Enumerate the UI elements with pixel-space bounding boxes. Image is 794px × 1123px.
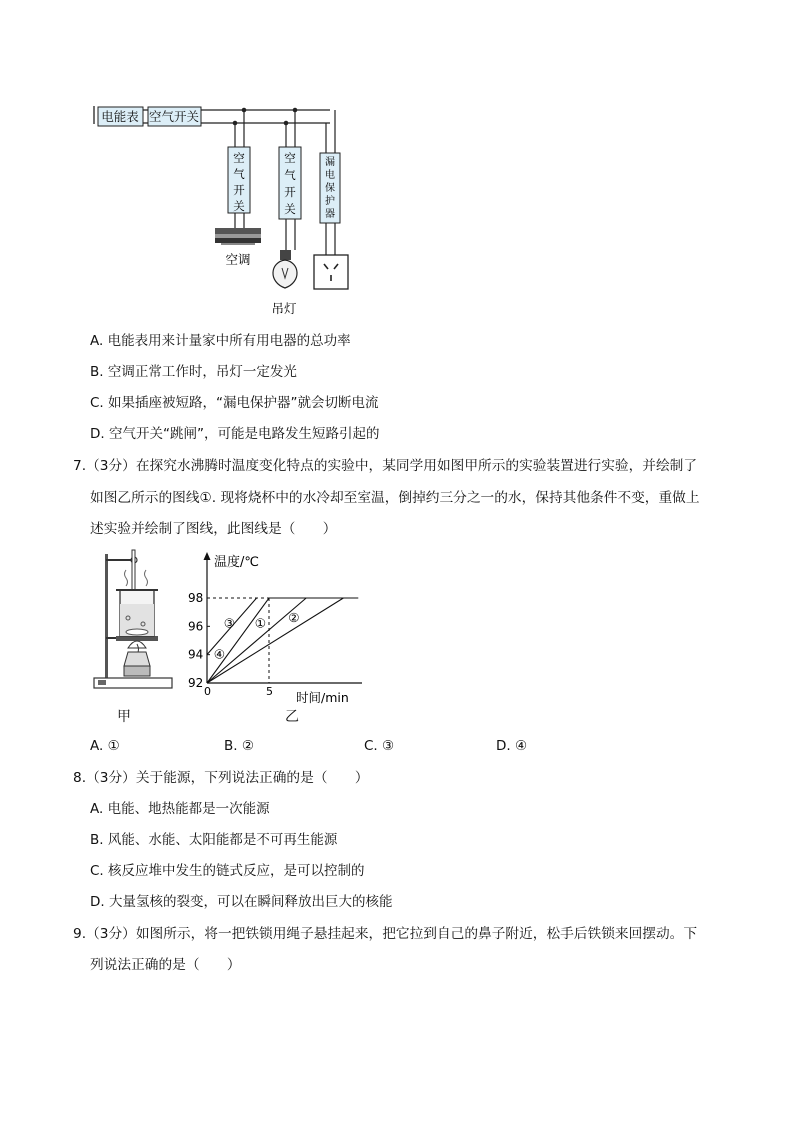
series-label-2: ② <box>288 609 300 625</box>
x-axis-label: 时间/min <box>296 690 349 705</box>
q6-option-b: B. 空调正常工作时，吊灯一定发光 <box>90 364 297 380</box>
temperature-time-chart <box>184 548 368 726</box>
q8-stem: 8.（3分）关于能源，下列说法正确的是（ ） <box>73 770 369 786</box>
lamp-icon <box>273 250 297 288</box>
ac-label: 空调 <box>225 252 251 267</box>
q7-option-a: A. ① <box>90 738 120 754</box>
q8-option-b: B. 风能、水能、太阳能都是不可再生能源 <box>90 832 338 848</box>
q8-option-c: C. 核反应堆中发生的链式反应，是可以控制的 <box>90 863 365 879</box>
series-label-1: ① <box>254 615 266 631</box>
q7-stem-line-3: 述实验并绘制了图线，此图线是（ ） <box>90 521 337 537</box>
svg-text:电: 电 <box>325 170 335 181</box>
series-line-1 <box>207 598 356 683</box>
y-tick-label-94: 94 <box>188 647 204 662</box>
main-switch-label: 空气开关 <box>148 109 200 124</box>
q6-option-d: D. 空气开关“跳闸”，可能是电路发生短路引起的 <box>90 426 380 442</box>
figure-b-label: 乙 <box>285 709 299 725</box>
lamp-label: 吊灯 <box>271 301 297 316</box>
svg-text:空: 空 <box>284 151 296 165</box>
q7-stem-line-2: 如图乙所示的图线①. 现将烧杯中的水冷却至室温，倒掉约三分之一的水，保持其他条件不变，重做上 <box>90 490 700 506</box>
q9-stem-line-1: 9.（3分）如图所示，将一把铁锁用绳子悬挂起来，把它拉到自己的鼻子附近，松手后铁锁来回摆动。下 <box>73 926 698 942</box>
svg-text:关: 关 <box>284 202 296 216</box>
series-label-4: ④ <box>213 646 226 662</box>
svg-text:空: 空 <box>233 151 245 165</box>
q7-option-b: B. ② <box>224 738 254 754</box>
figure-a-label: 甲 <box>117 709 131 725</box>
q8-option-d: D. 大量氢核的裂变，可以在瞬间释放出巨大的核能 <box>90 894 393 910</box>
svg-text:护: 护 <box>325 196 335 207</box>
svg-text:器: 器 <box>325 209 335 220</box>
air-conditioner-icon <box>215 228 261 245</box>
y-axis-label: 温度/℃ <box>214 555 259 570</box>
q7-option-d: D. ④ <box>496 738 528 754</box>
x-tick-label-5: 5 <box>266 685 273 698</box>
q9-stem-line-2: 列说法正确的是（ ） <box>90 957 241 973</box>
q6-option-a: A. 电能表用来计量家中所有用电器的总功率 <box>90 333 351 349</box>
svg-text:气: 气 <box>284 168 296 182</box>
meter-label: 电能表 <box>101 109 139 124</box>
svg-text:开: 开 <box>233 183 245 197</box>
q6-option-c: C. 如果插座被短路，“漏电保护器”就会切断电流 <box>90 395 379 411</box>
q7-option-c: C. ③ <box>364 738 395 754</box>
boiling-apparatus-figure <box>88 548 180 726</box>
y-tick-label-96: 96 <box>188 619 204 634</box>
origin-label: 0 <box>204 685 211 698</box>
q7-stem-line-1: 7.（3分）在探究水沸腾时温度变化特点的实验中，某同学用如图甲所示的实验装置进行实验，并绘制了 <box>73 458 698 474</box>
svg-text:保: 保 <box>325 183 335 194</box>
svg-text:关: 关 <box>233 199 245 213</box>
y-tick-label-92: 92 <box>188 676 204 690</box>
circuit-diagram <box>90 100 370 320</box>
series-label-3: ③ <box>223 615 235 631</box>
socket-icon <box>314 255 348 289</box>
svg-text:漏: 漏 <box>325 157 335 168</box>
svg-text:气: 气 <box>233 167 245 181</box>
y-axis-arrow <box>204 552 211 560</box>
q8-option-a: A. 电能、地热能都是一次能源 <box>90 801 270 817</box>
series-line-4 <box>207 598 343 683</box>
y-tick-label-98: 98 <box>188 591 204 605</box>
svg-text:开: 开 <box>284 185 296 199</box>
